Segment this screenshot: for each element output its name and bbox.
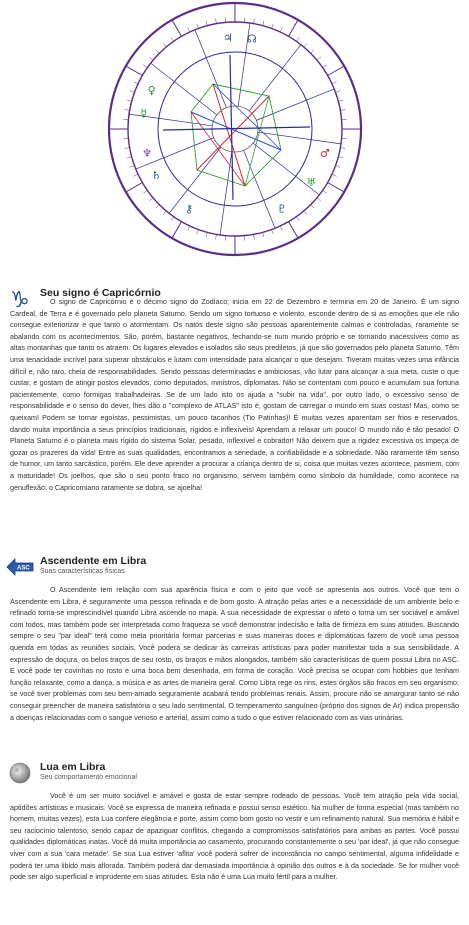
ascendant-icon [5,555,35,579]
section-ascendant [0,551,469,724]
planet-glyph: ♃ [222,31,233,45]
natal-chart-wheel [105,0,365,258]
planet-glyph: ♂ [319,146,330,160]
section-ascendant-subtitle: Suas características físicas [40,568,125,575]
section-ascendant-body [0,585,459,724]
section-moon-body [0,791,459,884]
planet-glyph: ⚷ [185,202,194,216]
section-moon-text: Você é um ser muito sociável e amável e gosta de estar sempre rodeado de pessoas. Você tem atração pela vida social, aptidões artísticas e musicais. Você se expressa de maneira refinada e possui senso estético. Na mulher de forma especial (mas também no homem, muitas vezes), esta Lua confere elegância e porte, assim como bom gosto no vestir e um refinamento natural. Sua memória é hábil e seu raciocínio talentoso, sendo capaz de apaziguar conflitos, chegando a compromissos satisfatórios para ambas as partes. Você possui qualidades diplomáticas inatas. Você dá muita importância ao casamento, procurando constantemente o seu 'par ideal', já que não consegue viver com a sua 'cara metade'. Se sua Lua estiver 'aflita' você poderá sofrer de inconstância no campo sentimental, alguma infidelidade e poderá ter uma libido mais aflorada. Também poderá dar demasiada importância à opinião dos outros e à da sociedade. Se for mulher você pode ser algo superficial e imprudente em suas atitudes. Esta não é uma Lua muito fértil para a mulher. [10,792,459,882]
svg-text:♑: ♑ [10,288,30,311]
section-moon-subtitle: Seu comportamento emocional [40,774,137,781]
section-sign [0,283,469,494]
ascendant-icon-text: ASC [17,565,30,572]
planet-glyph: ♆ [142,146,153,160]
planet-glyph: ♇ [277,202,287,216]
section-sign-title: Seu signo é Capricórnio [40,287,161,299]
planet-glyph: ♅ [306,175,317,189]
section-ascendant-header [0,551,469,583]
planet-glyph: ☊ [246,32,257,46]
section-ascendant-text: O Ascendente tem relação com sua aparência física e com o jeito que você se apresenta aos outros. Você que tem o Ascendente em Libra, é seguramente uma pessoa refinada e de bom gosto. A atração pelas artes e a necessidade de um ambiente belo e refinado torna-se imprescindível quando Libra ascende no mapa. A sua necessidade de expressar o afeto o torna um ser sociável e amável com todos, mas também pode ser interpretada como fraqueza se você demonstrar indecisão e falta de firmeza em suas atitudes. Buscando sempre o seu "par ideal" terá como meta prioritária formar parcerias e suas maneiras doces e diplomáticas fazem de você uma pessoa querida em todas as reuniões sociais. Você poderá se dedicar às carreiras artísticas para poder manifestar toda a sua sensibilidade. A expressão de doçura, os belos traços de seu rosto, os braços e mãos alongados, também são características de quem possui Libra no ASC. E você pode ter covinhas no rosto e uma boca bem desenhada, em forma de coração. Você precisa se ocupar com hobbies que tenham função relaxante, como a dança, a música e as artes de maneira geral. Como Libra rege os rins, estes órgãos são fracos em seu organismo: se você tiver problemas com seu bem-amado seguramente acabará tendo problemas renais. Assim, procure não se amargurar tanto se não conseguir preencher de maneira satisfatória o seu lado sentimental. O temperamento sanguíneo (próprio dos signos de Ar) indica propensão a doenças relacionadas com o sangue venoso e arterial, assim como a tudo o que estiver relacionado com as vias urinárias. [10,586,459,722]
section-sign-header [0,283,469,315]
planet-glyph: ♀ [147,84,156,98]
capricorn-icon [7,287,33,311]
planet-glyph: ♄ [151,169,162,182]
section-moon [0,757,469,884]
planet-glyph: ☿ [140,107,148,121]
natal-chart [105,0,365,258]
section-ascendant-title: Ascendente em Libra [40,555,147,567]
section-moon-header [0,757,469,789]
moon-icon [7,761,33,785]
section-moon-title: Lua em Libra [40,761,106,773]
section-sign-text: O signo de Capricórnio é o décimo signo do Zodíaco; inicia em 22 de Dezembro e termina em 20 de Janeiro. É um signo Cardeal, de Terra e é governado pelo planeta Saturno. Sendo um signo tortuoso e violento, esconde dentro de si as emoções que ele não consegue exteriorizar e que tanto o atormentam. Os natos deste signo são pessoas aparentemente calmas e controladas, raramente se abalando com os acontecimentos. São, porém, bastante negativos, fechando-se num mundo próprio e se tornando inacessíveis como as altas montanhas que tanto os atraem. Os lugares elevados e isolados são seus prediletos, já que são governados pelo planeta Saturno. Têm uma tenacidade incrível para superar obstáculos e lutam com intensidade para alcançar o que desejam. Tiveram muitas vezes uma infância difícil e, não raro, cheia de responsabilidades. Sendo pessoas determinadas e ambiciosas, vão lutar para alcançar a sua meta, custe o que custar, e gostam de atingir postos elevados, como deputados, ministros, diplomatas. Não se contentam com pouco e acumulam sua fortuna pacientemente, como formigas trabalhadeiras. Se de um lado isto os ajuda a "subir na vida", por outro lado, o excessivo senso de responsabilidade e o senso do dever, lhes dão o "complexo de ATLAS" isto é, gostam de carregar o mundo em suas costas! Mas, como se queixam! Podem se tornar egoístas, pessimistas, um pouco tacanhos (Tio Patinhas)! É muitas vezes aparentam ser frios e reservados, dando muita importância a seus princípios tradicionais, rígidos e inflexíveis! Aprendam a relaxar um pouco! O mundo não é tão pesado! O Planeta Saturno é o planeta mais rígido do sistema Solar, pesado, inflexível e cobrador! Não deixem que a rigidez excessiva os impeça de gozar os prazeres da vida! Entre as suas qualidades, encontramos a seriedade, a confiabilidade e a sobriedade. Não raramente têm senso de humor, um tanto sarcástico, porém. Ele deve aprender a procurar a criança dentro de si, coisa que muitas vezes acontece, pasmem, com a maturidade! Os joelhos, que são o seu ponto fraco no organismo, servem também como símbolo da humildade, como acontece na genuflexão: o Capricorniano raramente se dobra, se ajoelha! [10,298,459,492]
section-sign-body [0,297,459,494]
